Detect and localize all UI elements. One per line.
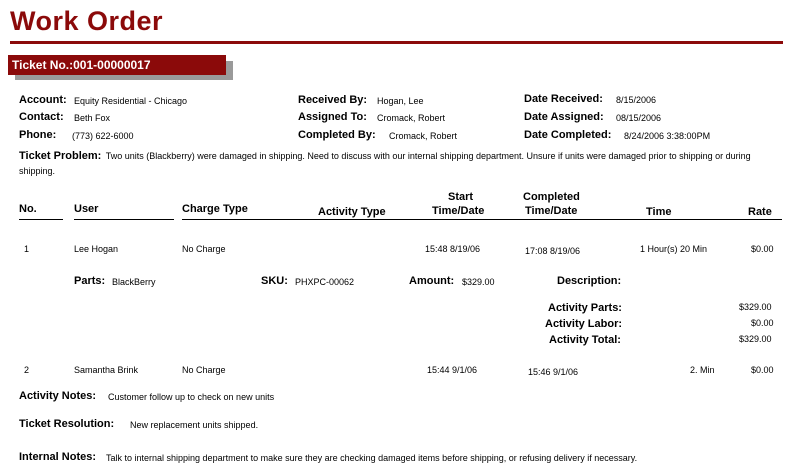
sku-value: PHXPC-00062 xyxy=(295,277,355,287)
row1-charge-type: No Charge xyxy=(182,244,226,254)
received-by-label: Received By: xyxy=(298,94,368,106)
date-assigned-label: Date Assigned: xyxy=(524,111,604,123)
internal-notes-text: Talk to internal shipping department to make sure they are checking damaged items before shipping, or refusing delivery if necessary. xyxy=(106,453,638,463)
row2-completed: 15:46 9/1/06 xyxy=(528,367,579,377)
date-received-label: Date Received: xyxy=(524,93,603,105)
completed-by-value: Cromack, Robert xyxy=(389,131,458,141)
row2-start: 15:44 9/1/06 xyxy=(427,365,478,375)
description-label: Description: xyxy=(557,275,622,287)
ticket-problem xyxy=(19,148,769,178)
phone-value: (773) 622-6000 xyxy=(72,131,134,141)
date-completed-label: Date Completed: xyxy=(524,129,612,141)
row2-rate: $0.00 xyxy=(751,365,774,375)
col-header-completed-2: Time/Date xyxy=(525,205,578,217)
title-divider xyxy=(10,41,783,44)
internal-notes-label: Internal Notes: xyxy=(19,451,97,463)
ticket-resolution-label: Ticket Resolution: xyxy=(19,418,115,430)
activity-labor-value: $0.00 xyxy=(751,318,774,328)
ticket-resolution-text: New replacement units shipped. xyxy=(130,420,259,430)
row1-completed: 17:08 8/19/06 xyxy=(525,246,581,256)
ticket-problem-text: Two units (Blackberry) were damaged in shipping. Need to discuss with our internal shipping department. Unsure if units were damaged prior to shipping or during shipping. xyxy=(19,151,751,176)
activity-total-value: $329.00 xyxy=(739,334,772,344)
col-header-activity-type: Activity Type xyxy=(318,206,386,218)
col-header-no: No. xyxy=(19,203,37,215)
contact-value: Beth Fox xyxy=(74,113,111,123)
col-header-start-2: Time/Date xyxy=(432,205,485,217)
account-label: Account: xyxy=(19,94,67,106)
header-underline-rest xyxy=(182,219,782,220)
phone-label: Phone: xyxy=(19,129,57,141)
received-by-value: Hogan, Lee xyxy=(377,96,424,106)
activity-notes-text: Customer follow up to check on new units xyxy=(108,392,275,402)
completed-by-label: Completed By: xyxy=(298,129,376,141)
page-title: Work Order xyxy=(10,6,164,36)
col-header-user: User xyxy=(74,203,99,215)
amount-value: $329.00 xyxy=(462,277,495,287)
activity-parts-label: Activity Parts: xyxy=(548,302,622,314)
account-value: Equity Residential - Chicago xyxy=(74,96,188,106)
amount-label: Amount: xyxy=(409,275,455,287)
row2-charge-type: No Charge xyxy=(182,365,226,375)
row1-start: 15:48 8/19/06 xyxy=(425,244,481,254)
assigned-to-label: Assigned To: xyxy=(298,111,367,123)
col-header-rate: Rate xyxy=(748,206,772,218)
activity-parts-value: $329.00 xyxy=(739,302,772,312)
row1-no: 1 xyxy=(24,244,30,254)
col-header-time: Time xyxy=(646,206,672,218)
parts-value: BlackBerry xyxy=(112,277,156,287)
ticket-problem-label: Ticket Problem: xyxy=(19,150,102,162)
col-header-completed-1: Completed xyxy=(523,191,580,203)
row1-user: Lee Hogan xyxy=(74,244,119,254)
row2-no: 2 xyxy=(24,365,30,375)
col-header-charge-type: Charge Type xyxy=(182,203,248,215)
date-completed-value: 8/24/2006 3:38:00PM xyxy=(624,131,711,141)
contact-label: Contact: xyxy=(19,111,64,123)
row1-rate: $0.00 xyxy=(751,244,774,254)
col-header-start-1: Start xyxy=(448,191,474,203)
activity-labor-label: Activity Labor: xyxy=(545,318,623,330)
date-assigned-value: 08/15/2006 xyxy=(616,113,662,123)
row2-user: Samantha Brink xyxy=(74,365,139,375)
sku-label: SKU: xyxy=(261,275,288,287)
parts-label: Parts: xyxy=(74,275,106,287)
assigned-to-value: Cromack, Robert xyxy=(377,113,446,123)
date-received-value: 8/15/2006 xyxy=(616,95,657,105)
header-underline-user xyxy=(74,219,174,220)
row2-time: 2. Min xyxy=(690,365,715,375)
activity-notes-label: Activity Notes: xyxy=(19,390,97,402)
row1-time: 1 Hour(s) 20 Min xyxy=(640,244,708,254)
ticket-number-banner: Ticket No.:001-00000017 xyxy=(8,55,226,75)
activity-total-label: Activity Total: xyxy=(549,334,621,346)
header-underline-no xyxy=(19,219,63,220)
